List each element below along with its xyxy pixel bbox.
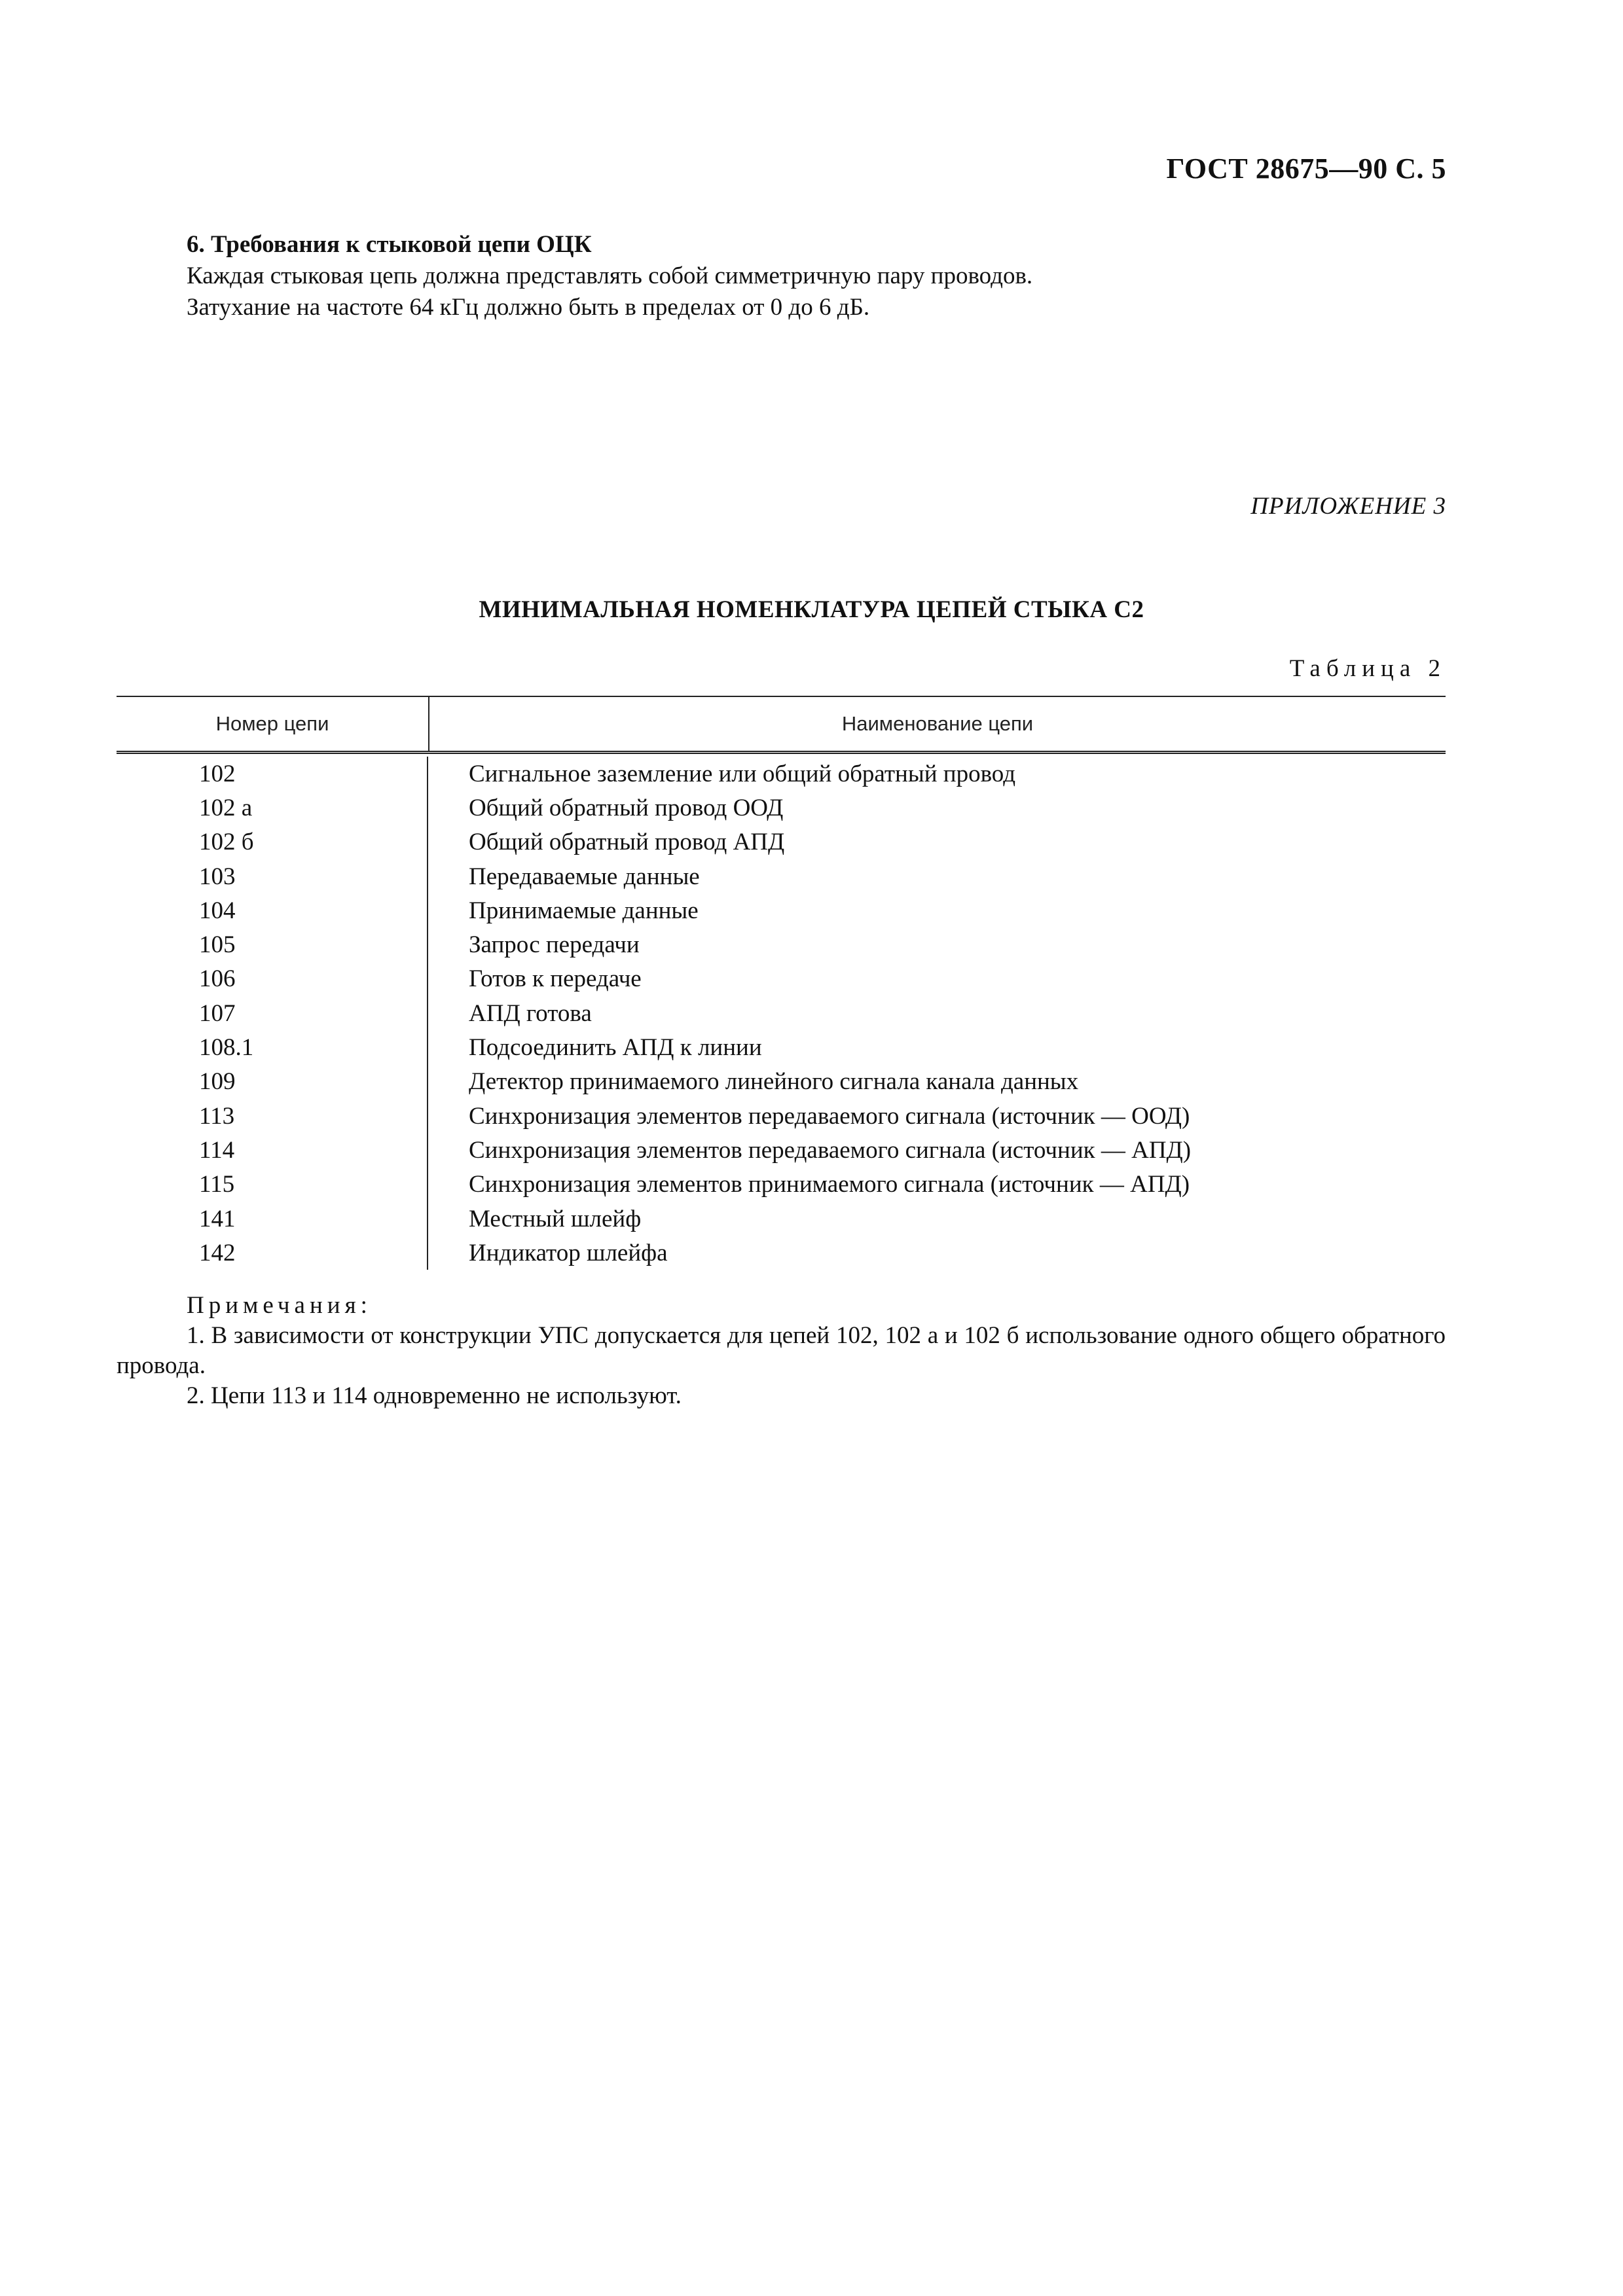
circuit-name-cell: Общий обратный провод АПД xyxy=(469,829,785,856)
circuit-number-cell: 102 б xyxy=(199,829,254,856)
circuit-name-cell: Общий обратный провод ООД xyxy=(469,794,784,821)
circuit-name-cell: АПД готова xyxy=(469,999,592,1027)
circuit-number-cell: 102 xyxy=(199,760,236,787)
circuit-number-cell: 104 xyxy=(199,897,236,924)
circuit-name-cell: Запрос передачи xyxy=(469,931,640,959)
section-6 xyxy=(187,229,1450,323)
circuit-number-cell: 113 xyxy=(199,1102,235,1130)
circuit-number-cell: 108.1 xyxy=(199,1034,254,1062)
circuit-name-cell: Принимаемые данные xyxy=(469,897,699,924)
header-circuit-name: Наименование цепи xyxy=(841,712,1034,735)
circuit-number-cell: 114 xyxy=(199,1136,235,1164)
circuit-number-cell: 109 xyxy=(199,1068,236,1096)
note-item: 2. Цепи 113 и 114 одновременно не используют. xyxy=(187,1382,682,1409)
notes-block xyxy=(117,1291,1446,1411)
table-header xyxy=(117,696,1446,754)
document-header: ГОСТ 28675—90 С. 5 xyxy=(1166,152,1446,185)
circuit-name-cell: Передаваемые данные xyxy=(469,863,700,890)
section-paragraph: Каждая стыковая цепь должна представлять собой симметричную пару проводов. xyxy=(187,262,1033,289)
table-body xyxy=(117,754,1446,1270)
notes-title: Примечания: xyxy=(187,1292,372,1319)
circuit-name-cell: Синхронизация элементов передаваемого сигнала (источник — АПД) xyxy=(469,1136,1192,1164)
appendix-label: ПРИЛОЖЕНИЕ 3 xyxy=(1250,493,1446,520)
circuit-number-cell: 141 xyxy=(199,1205,236,1232)
circuit-name-cell: Подсоединить АПД к линии xyxy=(469,1034,762,1062)
circuit-name-cell: Местный шлейф xyxy=(469,1205,642,1232)
circuit-name-cell: Детектор принимаемого линейного сигнала канала данных xyxy=(469,1068,1079,1096)
circuit-name-cell: Сигнальное заземление или общий обратный провод xyxy=(469,760,1016,787)
circuit-name-column xyxy=(428,757,1446,1270)
circuit-number-cell: 103 xyxy=(199,863,236,890)
circuit-number-cell: 115 xyxy=(199,1171,235,1198)
note-item: 1. В зависимости от конструкции УПС допускается для цепей 102, 102 а и 102 б использование одного общего обратного провода. xyxy=(117,1322,1446,1379)
appendix-title: МИНИМАЛЬНАЯ НОМЕНКЛАТУРА ЦЕПЕЙ СТЫКА С2 xyxy=(479,596,1144,623)
circuit-number-cell: 142 xyxy=(199,1239,236,1266)
circuit-number-cell: 102 а xyxy=(199,794,253,821)
circuit-number-cell: 107 xyxy=(199,999,236,1027)
section-heading: 6. Требования к стыковой цепи ОЦК xyxy=(187,231,592,258)
circuit-name-cell: Индикатор шлейфа xyxy=(469,1239,668,1266)
section-paragraph: Затухание на частоте 64 кГц должно быть в пределах от 0 до 6 дБ. xyxy=(187,294,870,321)
circuits-table xyxy=(117,696,1446,1270)
header-circuit-number: Номер цепи xyxy=(117,697,429,751)
circuit-number-cell: 106 xyxy=(199,965,236,993)
circuit-name-cell: Синхронизация элементов передаваемого сигнала (источник — ООД) xyxy=(469,1102,1190,1130)
circuit-name-cell: Синхронизация элементов принимаемого сигнала (источник — АПД) xyxy=(469,1171,1190,1198)
circuit-number-column xyxy=(117,757,428,1270)
circuit-number-cell: 105 xyxy=(199,931,236,959)
table-label: Таблица 2 xyxy=(1289,655,1446,682)
circuit-name-cell: Готов к передаче xyxy=(469,965,642,993)
